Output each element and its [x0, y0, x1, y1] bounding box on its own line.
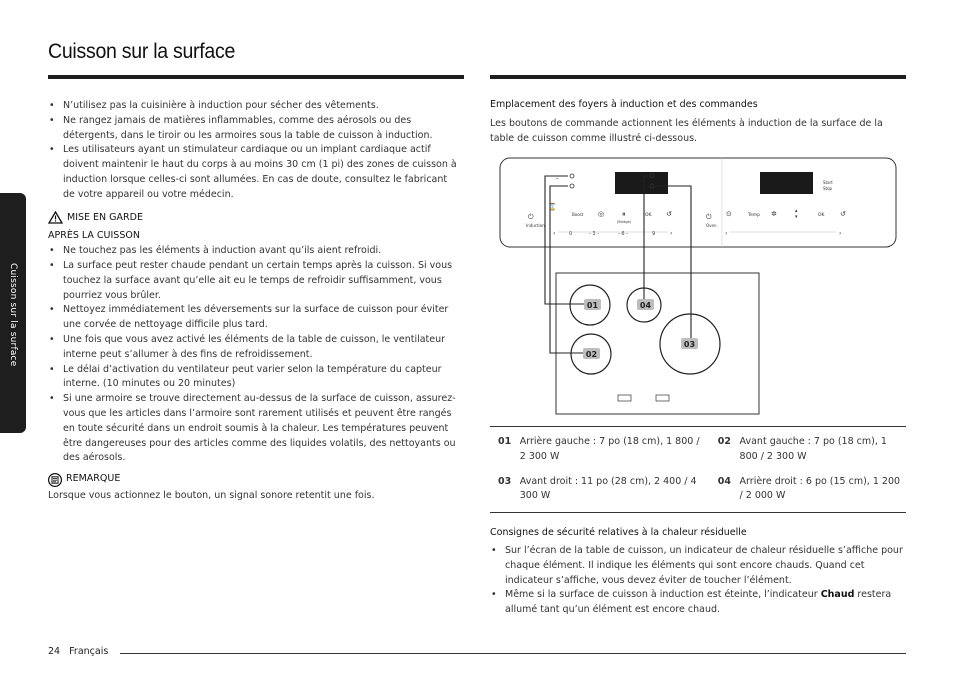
- callout-02: 02: [585, 350, 598, 359]
- title-rule-right: [490, 75, 906, 79]
- svg-text:▾: ▾: [795, 214, 798, 220]
- side-tab[interactable]: [0, 193, 26, 433]
- right-display: [760, 172, 813, 194]
- svg-text:- 6 -: - 6 -: [618, 231, 628, 237]
- footer: [48, 646, 108, 657]
- label-bridge: (Bridge): [617, 220, 632, 224]
- note-label: REMARQUE: [66, 473, 121, 485]
- footer-rule: [120, 653, 906, 654]
- svg-text:↺: ↺: [666, 210, 672, 218]
- left-column: [48, 99, 460, 504]
- svg-text:✲: ✲: [771, 210, 777, 218]
- list-item: [490, 588, 906, 618]
- list-item: • Ne rangez jamais de matières inflammables, comme des aérosols ou des détergents, dans le tiroir ou les armoires sous la table de cuisson à induction.: [48, 114, 460, 144]
- element-table: [490, 426, 906, 513]
- svg-text:⊙: ⊙: [726, 210, 732, 218]
- list-item: • Si une armoire se trouve directement au-dessus de la surface de cuisson, assurez-vous que les articles dans l’armoire sont rarement utilisés et peuvent être rangés en toute sécurité dans un endroit soumis à la chaleur. Les températures peuvent être dangereuses pour des articles comme des liquides volatils, des nettoyants ou des aérosols.: [48, 392, 460, 466]
- left-display: [615, 172, 668, 194]
- location-intro: Les boutons de commande actionnent les éléments à induction de la surface de la table de cuisson comme illustré ci-dessous.: [490, 118, 883, 144]
- list-item: • Une fois que vous avez activé les éléments de la table de cuisson, le ventilateur interne peut s’allumer à des fins de refroidissement.: [48, 333, 460, 363]
- hot-indicator-word: Chaud: [820, 589, 855, 601]
- label-start: Start: [823, 180, 833, 185]
- after-cooking-heading: APRÈS LA CUISSON: [48, 230, 140, 242]
- svg-text:⌁: ⌁: [556, 177, 559, 182]
- label-induction: Induction: [526, 223, 545, 228]
- label-temp: Temp: [748, 213, 760, 218]
- table-cell-text: Avant droit : 11 po (28 cm), 2 400 / 4 300 W: [519, 475, 697, 502]
- list-item: • Nettoyez immédiatement les déversements sur la surface de cuisson pour éviter une corvée de nettoyage difficile plus tard.: [48, 303, 460, 333]
- callout-03: 03: [683, 340, 696, 349]
- label-stop: Stop: [823, 186, 833, 191]
- label-ok-left: OK: [645, 213, 652, 218]
- svg-text:▴: ▴: [795, 208, 798, 214]
- svg-text:⌛: ⌛: [548, 203, 557, 211]
- page-title: Cuisson sur la surface: [48, 40, 236, 63]
- warning-block: [48, 211, 460, 226]
- list-item: • Ne touchez pas les éléments à induction avant qu’ils aient refroidi.: [48, 244, 460, 259]
- label-boost: Boost: [572, 212, 584, 217]
- svg-text:- 3 -: - 3 -: [589, 231, 599, 237]
- svg-text:‹: ‹: [725, 230, 728, 237]
- svg-text:⏸: ⏸: [622, 210, 626, 218]
- svg-text:↺: ↺: [840, 210, 846, 218]
- callout-01: 01: [586, 301, 599, 310]
- svg-text:›: ›: [670, 230, 673, 237]
- safety-text: restera allumé tant qu’un élément est encore chaud.: [505, 589, 892, 616]
- table-cell-text: Arrière gauche : 7 po (18 cm), 1 800 / 2 300 W: [519, 436, 700, 462]
- side-tab-label: Cuisson sur la surface: [8, 263, 18, 367]
- location-heading: Emplacement des foyers à induction et des commandes: [490, 99, 758, 110]
- safety-heading: Consignes de sécurité relatives à la chaleur résiduelle: [490, 527, 747, 538]
- warning-label: MISE EN GARDE: [67, 211, 143, 223]
- table-cell-num: 04: [717, 475, 732, 487]
- control-panel: [500, 158, 896, 247]
- list-item: • Les utilisateurs ayant un stimulateur cardiaque ou un implant cardiaque actif doivent maintenir le haut du corps à au moins 30 cm (1 pi) des zones de cuisson à induction lorsque celles-ci sont allumées. En cas de doute, consultez le fabricant de votre appareil ou votre médecin.: [48, 143, 460, 202]
- note-icon: [48, 473, 62, 487]
- svg-text:◎: ◎: [598, 210, 605, 218]
- table-cell-num: 02: [717, 436, 732, 447]
- svg-text:0: 0: [569, 231, 573, 237]
- table-cell-text: Arrière droit : 6 po (15 cm), 1 200 / 2 000 W: [739, 475, 901, 502]
- label-oven: Oven: [706, 223, 717, 228]
- title-rule-left: [48, 75, 464, 79]
- page-number: 24: [48, 646, 61, 657]
- table-row: [490, 427, 906, 465]
- note-block: [48, 472, 460, 487]
- svg-text:›: ›: [839, 230, 842, 237]
- footer-language: Français: [69, 646, 109, 657]
- svg-text:‹: ‹: [553, 230, 556, 237]
- svg-text:⏻: ⏻: [706, 213, 712, 221]
- safety-list: [490, 544, 906, 618]
- table-cell-text: Avant gauche : 7 po (18 cm), 1 800 / 2 300 W: [739, 436, 887, 462]
- safety-text: Même si la surface de cuisson à induction est éteinte, l’indicateur: [505, 589, 821, 601]
- callout-04: 04: [639, 301, 652, 310]
- list-item: • Le délai d’activation du ventilateur peut varier selon la température du capteur interne. (10 minutes ou 20 minutes): [48, 363, 460, 393]
- list-item: • Sur l’écran de la table de cuisson, un indicateur de chaleur résiduelle s’affiche pour chaque élément. Il indique les éléments qui sont encore chauds. Quand cet indicateur s’affiche, vous devez éviter de toucher l’élément.: [490, 544, 906, 588]
- svg-text:9: 9: [652, 231, 656, 237]
- label-ok-right: OK: [818, 213, 825, 218]
- table-cell-num: 01: [498, 436, 512, 447]
- warning-icon: [48, 211, 63, 224]
- table-row: [490, 465, 906, 513]
- list-item: • La surface peut rester chaude pendant un certain temps après la cuisson. Si vous touchez la surface avant qu’elle ait eu le temps de refroidir suffisamment, vous pourriez vous brûler.: [48, 259, 460, 303]
- note-text: Lorsque vous actionnez le bouton, un signal sonore retentit une fois.: [48, 489, 375, 501]
- svg-text:⏻: ⏻: [528, 213, 534, 221]
- table-cell-num: 03: [498, 475, 512, 487]
- list-item: • N’utilisez pas la cuisinière à induction pour sécher des vêtements.: [48, 99, 460, 114]
- cooktop-diagram: [490, 155, 906, 420]
